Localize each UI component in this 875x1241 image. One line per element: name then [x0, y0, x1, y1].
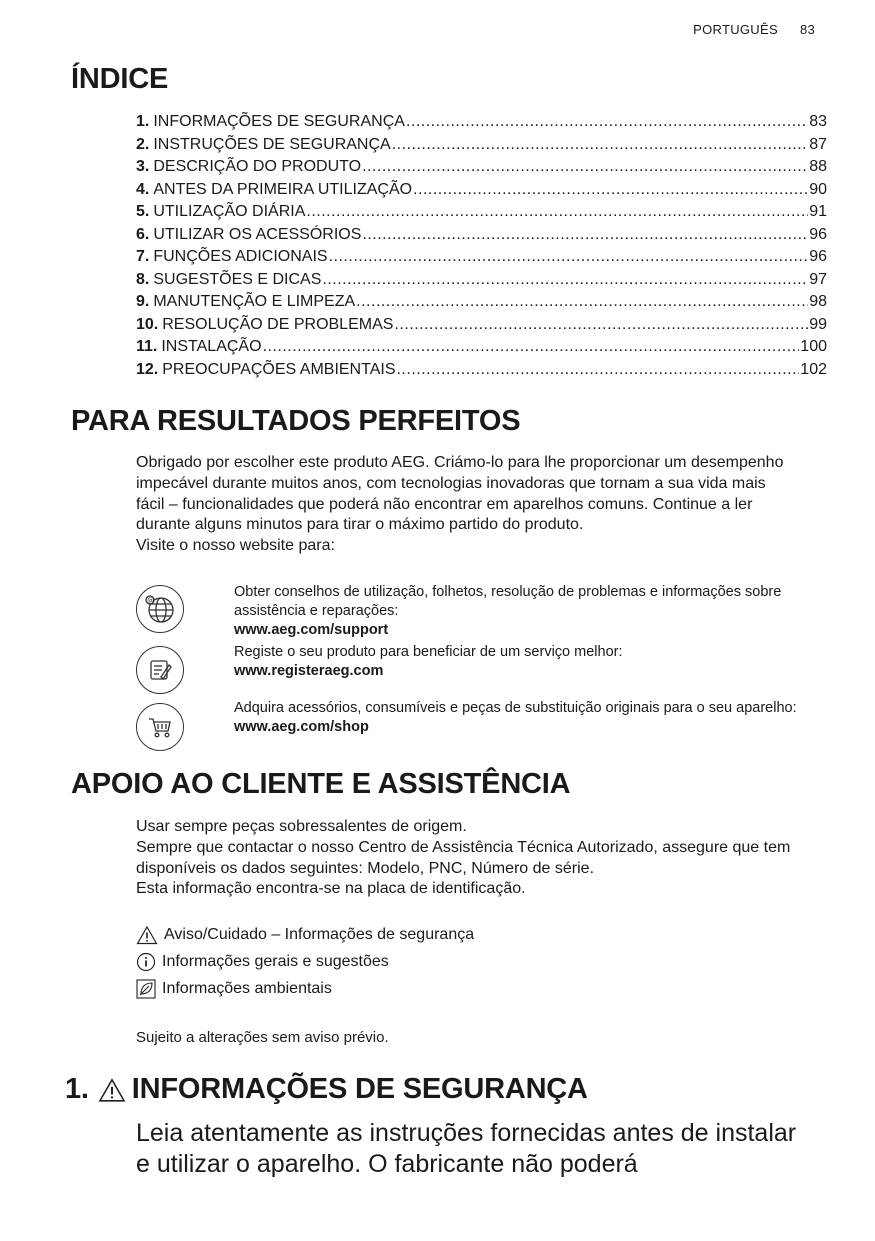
toc-dot-leader: [392, 134, 808, 157]
toc-dot-leader: [306, 201, 808, 224]
toc-entry[interactable]: [136, 224, 827, 247]
info-icon: [136, 952, 156, 972]
cart-icon: [136, 703, 184, 751]
toc-dot-leader: [362, 156, 808, 179]
toc-entry-title: DESCRIÇÃO DO PRODUTO: [153, 158, 362, 175]
register-link-text-block: [234, 643, 824, 681]
toc-entry-number: 3.: [136, 158, 150, 175]
shop-link-description: Adquira acessórios, consumíveis e peças de substituição originais para o seu aparelho:: [234, 700, 797, 716]
toc-dot-leader: [356, 291, 808, 314]
toc-entry[interactable]: [136, 269, 827, 292]
warning-icon: [98, 1077, 126, 1103]
toc-entry-title: UTILIZAR OS ACESSÓRIOS: [153, 225, 362, 243]
toc-entry-page: 83: [809, 113, 827, 130]
register-link-row: [136, 646, 836, 694]
toc-entry[interactable]: [136, 134, 827, 157]
support-line-plate: Esta informação encontra-se na placa de identificação.: [136, 880, 526, 898]
support-link-description: Obter conselhos de utilização, folhetos, resolução de problemas e informações sobre assistência e reparações:: [234, 584, 782, 619]
toc-entry-page: 99: [809, 315, 827, 333]
shop-link-url[interactable]: www.aeg.com/shop: [234, 719, 369, 735]
support-link-text-block: [234, 583, 824, 640]
support-link-row: [136, 584, 836, 638]
toc-dot-leader: [322, 269, 808, 292]
toc-entry-title: FUNÇÕES ADICIONAIS: [153, 248, 328, 265]
toc-entry-title: UTILIZAÇÃO DIÁRIA: [153, 203, 306, 220]
toc-entry[interactable]: [136, 201, 827, 224]
support-link-url[interactable]: www.aeg.com/support: [234, 622, 389, 638]
toc-entry[interactable]: [136, 111, 827, 134]
results-intro: [136, 453, 796, 557]
page-number: 83: [799, 22, 815, 37]
toc-dot-leader: [362, 224, 808, 247]
toc-dot-leader: [263, 336, 800, 359]
header-language: PORTUGUÊS: [693, 22, 778, 37]
toc-entry-number: 12.: [136, 360, 159, 378]
shop-link-text-block: [234, 699, 824, 737]
toc-entry-page: 90: [809, 180, 827, 198]
toc-entry-page: 96: [809, 225, 827, 243]
toc-entry-number: 8.: [136, 270, 150, 288]
support-line-parts: Usar sempre peças sobressalentes de origem.: [136, 818, 467, 835]
toc-dot-leader: [406, 111, 808, 134]
results-visit-text: Visite o nosso website para:: [136, 537, 335, 555]
legend-warning-text: Aviso/Cuidado – Informações de segurança: [164, 926, 475, 943]
safety-intro-text: Leia atentamente as instruções fornecidas antes de instalar e utilizar o aparelho. O fabricante não poderá: [136, 1119, 797, 1178]
toc-entry[interactable]: [136, 246, 827, 269]
toc-entry-page: 98: [809, 293, 827, 310]
toc-entry-title: RESOLUÇÃO DE PROBLEMAS: [162, 315, 394, 333]
safety-number: 1.: [65, 1073, 89, 1105]
svg-text:@: @: [147, 596, 155, 605]
toc-entry-number: 9.: [136, 293, 150, 310]
results-intro-text: Obrigado por escolher este produto AEG. Criámo-lo para lhe proporcionar um desempenho impecável durante muitos anos, com tecnologias inovadoras que tornam a sua vida mais fácil – funcionalidades que poderá não encontrar em aparelhos comuns. Continue a ler durante alguns minutos para tirar o máximo partido do produto.: [136, 454, 784, 534]
toc-entry-title: SUGESTÕES E DICAS: [153, 270, 322, 288]
toc-entry-page: 97: [809, 270, 827, 288]
legend-info: [136, 952, 389, 972]
toc-entry-title: PREOCUPAÇÕES AMBIENTAIS: [162, 360, 396, 378]
toc-entry-title: MANUTENÇÃO E LIMPEZA: [153, 293, 356, 310]
legend-warning: [136, 925, 474, 945]
register-icon: [136, 646, 184, 694]
warning-icon: [136, 925, 158, 945]
toc-entry-page: 91: [809, 203, 827, 220]
change-notice: Sujeito a alterações sem aviso prévio.: [136, 1029, 389, 1046]
toc-entry-number: 4.: [136, 180, 150, 198]
toc-entry-number: 6.: [136, 225, 150, 243]
toc-entry-title: INFORMAÇÕES DE SEGURANÇA: [153, 113, 405, 130]
toc-entry[interactable]: [136, 336, 827, 359]
results-title: PARA RESULTADOS PERFEITOS: [71, 405, 521, 437]
toc-entry[interactable]: [136, 156, 827, 179]
safety-title: INFORMAÇÕES DE SEGURANÇA: [131, 1073, 588, 1105]
register-link-description: Registe o seu produto para beneficiar de um serviço melhor:: [234, 644, 623, 660]
toc-entry-page: 102: [800, 360, 827, 378]
toc-dot-leader: [413, 179, 808, 202]
legend-environment: [136, 979, 332, 999]
toc-entry[interactable]: [136, 179, 827, 202]
support-line-contact: Sempre que contactar o nosso Centro de Assistência Técnica Autorizado, assegure que tem disponíveis os dados seguintes: Modelo, PNC, Número de série.: [136, 838, 791, 877]
toc-entry[interactable]: [136, 359, 827, 382]
support-text: [136, 817, 796, 900]
legend-environment-text: Informações ambientais: [162, 980, 332, 997]
safety-heading: [65, 1073, 588, 1106]
toc-entry-title: INSTALAÇÃO: [161, 338, 262, 355]
toc-entry-number: 7.: [136, 248, 150, 265]
toc-entry-page: 100: [800, 338, 827, 355]
toc-entry[interactable]: [136, 314, 827, 337]
toc-entry[interactable]: [136, 291, 827, 314]
legend-info-text: Informações gerais e sugestões: [162, 953, 389, 970]
register-link-url[interactable]: www.registeraeg.com: [234, 663, 384, 679]
toc-entry-title: INSTRUÇÕES DE SEGURANÇA: [153, 135, 391, 153]
index-title: ÍNDICE: [71, 63, 169, 95]
toc-entry-number: 11.: [136, 338, 158, 355]
toc-dot-leader: [329, 246, 809, 269]
toc-dot-leader: [394, 314, 808, 337]
toc-entry-page: 96: [809, 248, 827, 265]
toc-entry-title: ANTES DA PRIMEIRA UTILIZAÇÃO: [153, 180, 413, 198]
page-header: [693, 22, 815, 37]
globe-icon: [136, 585, 184, 633]
toc-entry-page: 88: [809, 158, 827, 175]
support-title: APOIO AO CLIENTE E ASSISTÊNCIA: [71, 768, 571, 800]
toc-entry-number: 2.: [136, 135, 150, 153]
toc-entry-page: 87: [809, 135, 827, 153]
toc-entry-number: 1.: [136, 113, 150, 130]
table-of-contents: [136, 111, 827, 381]
toc-dot-leader: [396, 359, 799, 382]
toc-entry-number: 5.: [136, 203, 150, 220]
toc-entry-number: 10.: [136, 315, 159, 333]
shop-link-row: [136, 700, 836, 751]
leaf-icon: [136, 979, 156, 999]
